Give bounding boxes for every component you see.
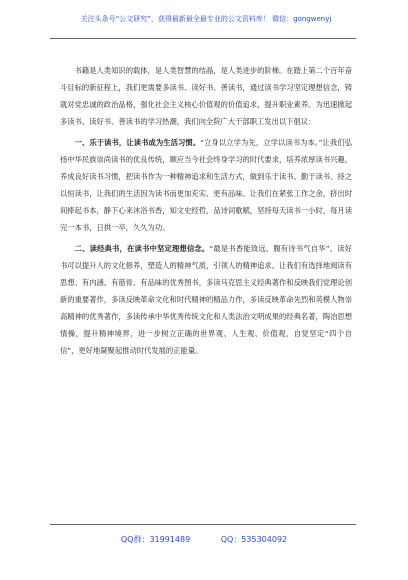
paragraph-text: “最是书香能致远，腹有诗书气自华”。读好书可以提升人的文化修养，塑造人的精神气质，引领人的精神追求。让我们有选择地阅读有思想、有内涵、有筋骨、有品味的优秀图书，多读马克思主义经典著作和反映我们党理论创新的重要著作，多读反映革命文化和时代精神的精品力作，多读反映革命先烈和英模人物崇高精神的优秀著作，多读传承中华优秀传统文化和人类法治文明成果的经典名著，陶冶思想情操，提升精神境界，进一步树立正确的世界观、人生观、价值观，自觉坚定“四个自信”，更好地凝聚起推动时代发展的正能量。 — [60, 244, 352, 355]
paragraph-text: “立身以立学为先，立学以读书为本。”让我们弘扬中华民族崇尚读书的优良传统，顺应当今社会终身学习的时代要求，培养浓厚读书兴趣，养成良好读书习惯，把读书作为一种精神追求和生活方式，做到乐于读书、勤于读书、持之以恒读书，让我们的生活因为读书而更加充实、更有品味。让我们在紧张工作之余，挤出时间捧起书本，静下心来沐浴书香，知文史经哲，品诗词歌赋，坚持每天读书一小时，每月读完一本书，日拱一卒，久久为功。 — [60, 138, 352, 232]
footer-qq: QQ：535304092 — [220, 535, 288, 544]
paragraph-text: 书籍是人类知识的载体，是人类智慧的结晶，是人类进步的阶梯。在踏上第二个百年奋斗目标的新征程上，我们更需要多读书、读好书、善读书，通过读书学习坚定理想信念，铸就对党忠诚的政治品格，强化社会主义核心价值观的价值追求，提升职业素养。为迅速掀起多读书、读好书、善读书的学习热潮，我们向全院广大干部职工发出以下倡议： — [60, 66, 352, 126]
page-header: 关注头条号“公文研究”，获得最新最全最专业的公文资料库！ 微信：gongwenyj — [80, 15, 332, 23]
section-paragraph-2 — [60, 240, 352, 359]
paragraph-heading: 二、读经典书，在读书中坚定理想信念。 — [74, 244, 210, 253]
header-divider — [50, 38, 356, 39]
footer-divider — [50, 524, 356, 525]
document-body — [60, 62, 352, 359]
section-paragraph-1 — [60, 134, 352, 236]
intro-paragraph — [60, 62, 352, 130]
page-footer — [0, 534, 408, 545]
paragraph-heading: 一、乐于读书，让读书成为生活习惯。 — [74, 138, 201, 147]
footer-qq-group: QQ群：31991489 — [120, 535, 191, 544]
